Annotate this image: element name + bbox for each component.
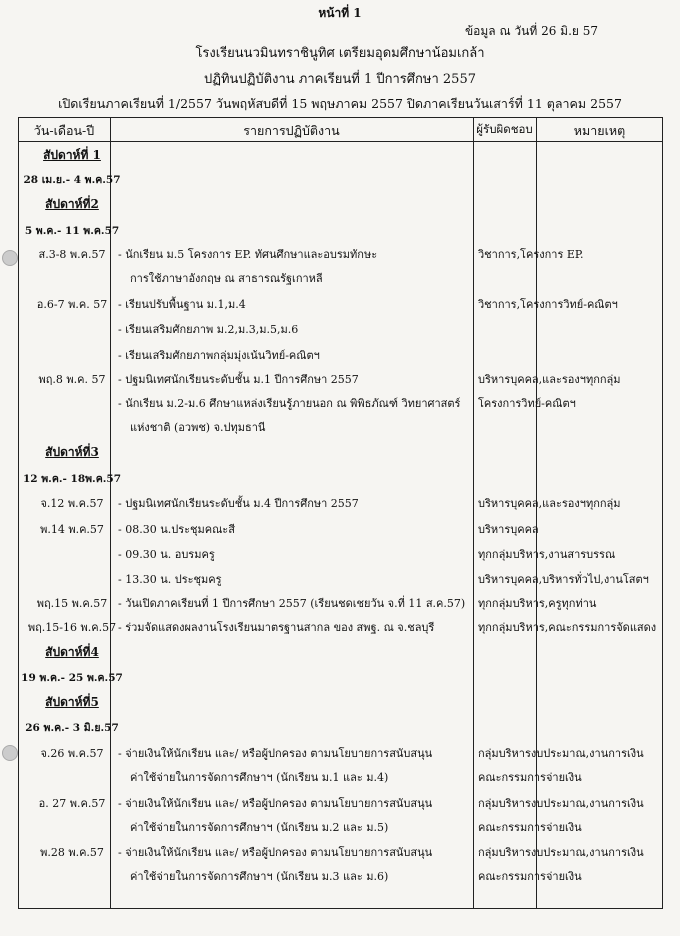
row-responsible: คณะกรรมการจ่ายเงิน xyxy=(478,821,582,834)
row-responsible: บริหารบุคคล xyxy=(478,523,539,536)
row-responsible: บริหารบุคคล,บริหารทั่วไป,งานโสตฯ xyxy=(478,573,649,586)
row-activity: - ปฐมนิเทศนักเรียนระดับชั้น ม.1 ปีการศึกษา 2557 xyxy=(118,373,359,386)
row-responsible: บริหารบุคคล,และรองฯทุกกลุ่ม xyxy=(478,497,621,510)
row-activity: - เรียนเสริมศักยภาพ ม.2,ม.3,ม.5,ม.6 xyxy=(118,323,299,336)
row-activity: ค่าใช้จ่ายในการจัดการศึกษาฯ (นักเรียน ม.1 และ ม.4) xyxy=(130,771,389,784)
row-activity: - วันเปิดภาคเรียนที่ 1 ปีการศึกษา 2557 (เรียนชดเชยวัน จ.ที่ 11 ส.ค.57) xyxy=(118,597,466,610)
week-range: 26 พ.ค.- 3 มิ.ย.57 xyxy=(25,722,119,734)
row-responsible: ทุกกลุ่มบริหาร,คณะกรรมการจัดแสดง xyxy=(478,621,657,634)
column-divider xyxy=(473,117,474,909)
header-divider xyxy=(18,141,663,142)
row-activity: การใช้ภาษาอังกฤษ ณ สาธารณรัฐเกาหลี xyxy=(130,272,323,285)
term-dates: เปิดเรียนภาคเรียนที่ 1/2557 วันพฤหัสบดีที่ 15 พฤษภาคม 2557 ปิดภาคเรียนวันเสาร์ที่ 11 ตุลาคม 2557 xyxy=(58,96,622,111)
col-header-date: วัน-เดือน-ปี xyxy=(33,123,95,138)
row-activity: - จ่ายเงินให้นักเรียน และ/ หรือผู้ปกครอง ตามนโยบายการสนับสนุน xyxy=(118,797,433,810)
week-label: สัปดาห์ที่2 xyxy=(45,197,99,211)
week-range: 28 เม.ย.- 4 พ.ค.57 xyxy=(23,174,121,186)
row-activity: แห่งชาติ (อวพช) จ.ปทุมธานี xyxy=(130,421,266,434)
row-activity: - 08.30 น.ประชุมคณะสี xyxy=(118,523,235,536)
row-activity: - นักเรียน ม.5 โครงการ EP. ทัศนศึกษาและอบรมทักษะ xyxy=(118,248,378,261)
week-label: สัปดาห์ที่3 xyxy=(45,445,99,459)
col-header-activity: รายการปฏิบัติงาน xyxy=(243,123,340,138)
week-range: 12 พ.ค.- 18พ.ค.57 xyxy=(22,473,122,485)
data-date: ข้อมูล ณ วันที่ 26 มิ.ย 57 xyxy=(464,24,598,38)
page-number: หน้าที่ 1 xyxy=(318,6,362,20)
row-date: ส.3-8 พ.ค.57 xyxy=(38,248,106,261)
row-responsible: กลุ่มบริหารงบประมาณ,งานการเงิน xyxy=(478,747,644,760)
col-header-remarks: หมายเหตุ xyxy=(573,123,626,138)
row-responsible: วิชาการ,โครงการ EP. xyxy=(478,248,584,261)
col-header-responsible: ผู้รับผิดชอบ xyxy=(476,122,533,136)
row-responsible: กลุ่มบริหารงบประมาณ,งานการเงิน xyxy=(478,846,644,859)
row-responsible: กลุ่มบริหารงบประมาณ,งานการเงิน xyxy=(478,797,644,810)
row-date: พฤ.15-16 พ.ค.57 xyxy=(27,621,117,634)
row-responsible: โครงการวิทย์-คณิตฯ xyxy=(478,397,576,410)
week-label: สัปดาห์ที่4 xyxy=(45,645,99,659)
week-range: 5 พ.ค.- 11 พ.ค.57 xyxy=(24,225,120,237)
week-range: 19 พ.ค.- 25 พ.ค.57 xyxy=(21,672,123,684)
row-responsible: คณะกรรมการจ่ายเงิน xyxy=(478,870,582,883)
row-responsible: วิชาการ,โครงการวิทย์-คณิตฯ xyxy=(478,298,618,311)
school-name: โรงเรียนนวมินทราชินูทิศ เตรียมอุดมศึกษาน้อมเกล้า xyxy=(195,46,485,61)
row-responsible: ทุกกลุ่มบริหาร,งานสารบรรณ xyxy=(478,548,616,561)
week-label: สัปดาห์ที่ 1 xyxy=(43,148,101,162)
row-activity: - 13.30 น. ประชุมครู xyxy=(118,573,222,586)
row-activity: - ปฐมนิเทศนักเรียนระดับชั้น ม.4 ปีการศึกษา 2557 xyxy=(118,497,359,510)
row-activity: - จ่ายเงินให้นักเรียน และ/ หรือผู้ปกครอง ตามนโยบายการสนับสนุน xyxy=(118,747,433,760)
row-activity: - จ่ายเงินให้นักเรียน และ/ หรือผู้ปกครอง ตามนโยบายการสนับสนุน xyxy=(118,846,433,859)
row-date: พ.14 พ.ค.57 xyxy=(40,523,104,536)
row-date: พฤ.8 พ.ค. 57 xyxy=(38,373,106,386)
row-activity: ค่าใช้จ่ายในการจัดการศึกษาฯ (นักเรียน ม.2 และ ม.5) xyxy=(130,821,389,834)
row-responsible: ทุกกลุ่มบริหาร,ครูทุกท่าน xyxy=(478,597,597,610)
row-date: พฤ.15 พ.ค.57 xyxy=(36,597,108,610)
row-activity: - เรียนเสริมศักยภาพกลุ่มมุ่งเน้นวิทย์-คณิตฯ xyxy=(118,349,320,362)
row-activity: - เรียนปรับพื้นฐาน ม.1,ม.4 xyxy=(118,298,246,311)
punch-hole xyxy=(2,250,18,266)
row-activity: - นักเรียน ม.2-ม.6 ศึกษาแหล่งเรียนรู้ภายนอก ณ พิพิธภัณฑ์ วิทยาศาสตร์ xyxy=(118,397,461,410)
week-label: สัปดาห์ที่5 xyxy=(45,695,99,709)
row-date: อ.6-7 พ.ค. 57 xyxy=(36,298,108,311)
row-date: พ.28 พ.ค.57 xyxy=(40,846,104,859)
row-responsible: บริหารบุคคล,และรองฯทุกกลุ่ม xyxy=(478,373,621,386)
row-date: อ. 27 พ.ค.57 xyxy=(38,797,106,810)
row-activity: - ร่วมจัดแสดงผลงานโรงเรียนมาตรฐานสากล ของ สพฐ. ณ จ.ชลบุรี xyxy=(118,621,435,634)
row-date: จ.26 พ.ค.57 xyxy=(40,747,104,760)
row-activity: ค่าใช้จ่ายในการจัดการศึกษาฯ (นักเรียน ม.3 และ ม.6) xyxy=(130,870,389,883)
row-responsible: คณะกรรมการจ่ายเงิน xyxy=(478,771,582,784)
calendar-title: ปฏิทินปฏิบัติงาน ภาคเรียนที่ 1 ปีการศึกษา 2557 xyxy=(204,72,476,87)
punch-hole xyxy=(2,745,18,761)
row-date: จ.12 พ.ค.57 xyxy=(40,497,104,510)
row-activity: - 09.30 น. อบรมครู xyxy=(118,548,215,561)
column-divider xyxy=(536,117,537,909)
